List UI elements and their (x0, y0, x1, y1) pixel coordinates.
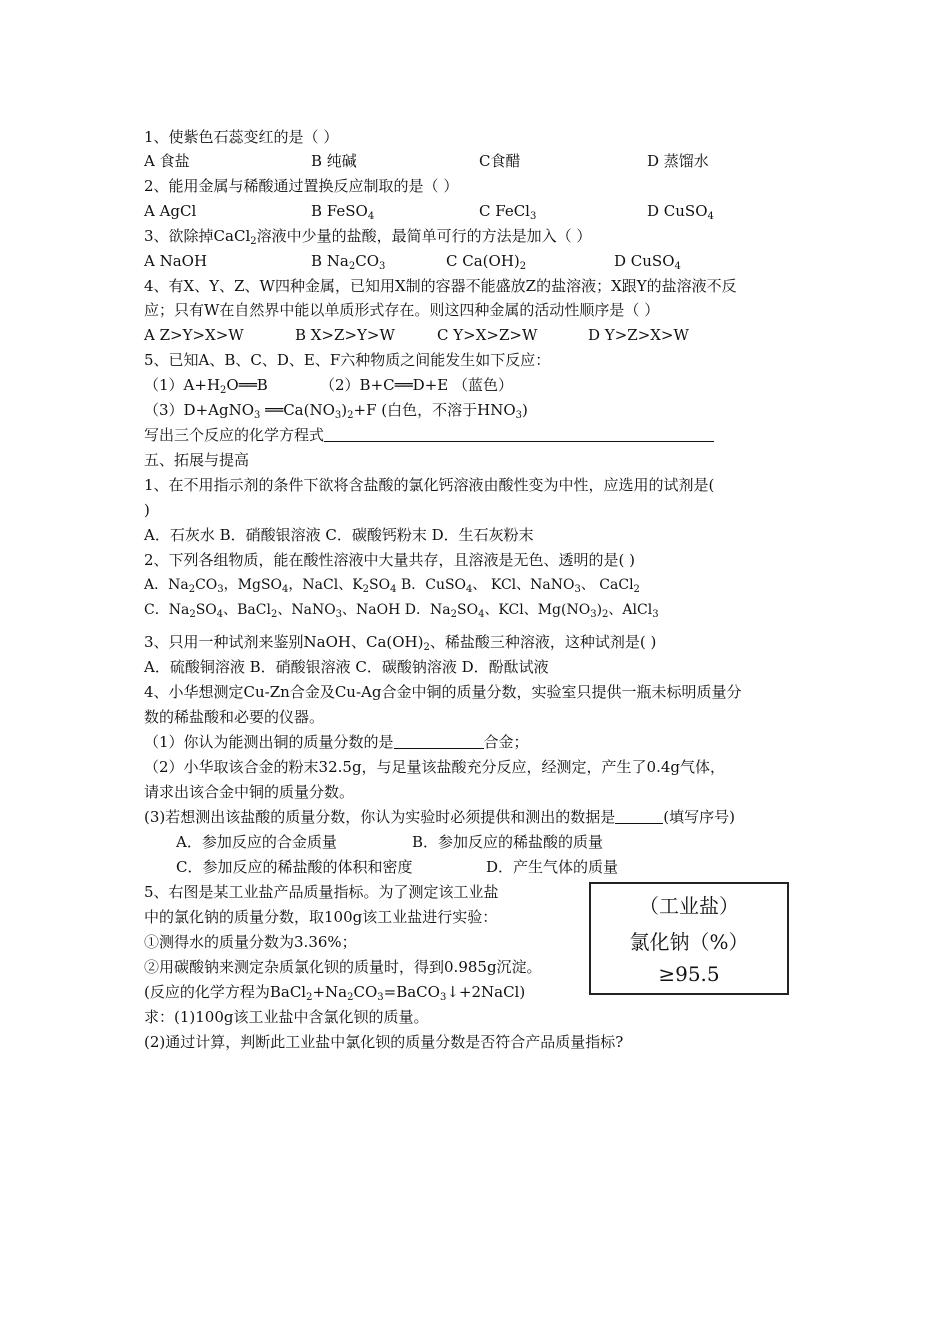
q1-option-b: B 纯碱 (311, 152, 357, 170)
e4-option-d: D．产生气体的质量 (486, 858, 619, 876)
q2-option-d: D CuSO$_4$ (647, 202, 714, 222)
q3-option-b: B $Na_2CO_3$ (311, 252, 386, 272)
e2-stem: 2、下列各组物质，能在酸性溶液中大量共存，且溶液是无色、透明的是( ) (144, 551, 636, 569)
spec-title: （工业盐） (639, 894, 739, 918)
q2-option-c: C FeCl$_3$ (479, 202, 537, 222)
q3-option-d: D CuSO$_4$ (614, 252, 681, 272)
q5-reaction-2: （2）B+C══D+E （蓝色） (320, 376, 513, 394)
q5-write-equations: 写出三个反应的化学方程式 (144, 425, 714, 445)
q2-option-a: A AgCl (144, 202, 197, 220)
e3-stem: 3、只用一种试剂来鉴别NaOH、$Ca(OH)_2$、稀盐酸三种溶液，这种试剂是( ) (144, 633, 657, 653)
sequence-blank[interactable] (615, 809, 663, 824)
q3-option-a: A NaOH (144, 252, 208, 270)
q2-stem: 2、能用金属与稀酸通过置换反应制取的是（ ） (144, 177, 459, 195)
q3-option-c: C $Ca(OH)_2$ (446, 252, 527, 272)
q5-reaction-1: $(1)A+H_2O══B$ (144, 376, 268, 396)
e4-option-c: C．参加反应的稀盐酸的体积和密度 (176, 858, 413, 876)
q1-stem: 1、使紫色石蕊变红的是（ ） (144, 128, 339, 146)
q3-stem: 3、欲除掉CaCl$_2$溶液中少量的盐酸，最简单可行的方法是加入（ ） (144, 227, 592, 247)
e4-line-1: 4、小华想测定Cu-Zn合金及Cu-Ag合金中铜的质量分数，实验室只提供一瓶未标明质量分 (144, 683, 742, 701)
q4-option-d: D Y>Z>X>W (588, 326, 689, 344)
e5-ask-1: 求：(1)100g该工业盐中含氯化钡的质量。 (144, 1008, 429, 1026)
q4-option-b: B X>Z>Y>W (295, 326, 395, 344)
e1-options: A．石灰水 B．硝酸银溶液 C．碳酸钙粉末 D．生石灰粉末 (144, 526, 534, 544)
q1-option-a: A 食盐 (144, 152, 190, 170)
q4-option-c: C Y>X>Z>W (437, 326, 538, 344)
q4-line-2: 应；只有W在自然界中能以单质形式存在。则这四种金属的活动性顺序是（ ） (144, 301, 660, 319)
section-title: 五、拓展与提高 (144, 451, 250, 469)
e4-option-b: B．参加反应的稀盐酸的质量 (412, 833, 604, 851)
q1-option-c: C食醋 (479, 152, 521, 170)
alloy-blank[interactable] (394, 734, 484, 749)
spec-value: ≥95.5 (658, 962, 720, 986)
e1-line-2: ) (144, 501, 150, 519)
e1-line-1: 1、在不用指示剂的条件下欲将含盐酸的氯化钙溶液由酸性变为中性，应选用的试剂是( (144, 476, 715, 494)
e2-options-row-1: A．$Na_2CO_3$，MgSO$_4$，NaCl、$K_2SO_4$ B．CuSO$_4$、 KCl、NaNO$_3$、 CaCl$_2$ (144, 577, 640, 595)
e4-option-a: A．参加反应的合金质量 (176, 833, 337, 851)
e4-part-1: （1）你认为能测出铜的质量分数的是 合金； (144, 733, 529, 751)
answer-blank[interactable] (324, 427, 714, 442)
e2-options-row-2: C．$Na_2SO_4$、BaCl$_2$、NaNO$_3$、NaOH D．$Na_2SO_4$、KCl、$Mg(NO_3)_2$、AlCl$_3$ (144, 602, 659, 620)
product-spec-box (589, 882, 789, 995)
e5-line-4: ②用碳酸钠来测定杂质氯化钡的质量时，得到0.985g沉淀。 (144, 958, 542, 976)
q4-line-1: 4、有X、Y、Z、W四种金属，已知用X制的容器不能盛放Z的盐溶液；X跟Y的盐溶液不反 (144, 277, 737, 295)
spec-name: 氯化钠（%） (629, 930, 749, 954)
e4-part-2-line-1: （2）小华取该合金的粉末32.5g，与足量该盐酸充分反应，经测定，产生了0.4g气体， (144, 758, 726, 776)
e5-line-2: 中的氯化钠的质量分数，取100g该工业盐进行实验： (144, 908, 498, 926)
e4-part-3: (3)若想测出该盐酸的质量分数，你认为实验时必须提供和测出的数据是 (填写序号) (144, 808, 735, 826)
e4-part-2-line-2: 请求出该合金中铜的质量分数。 (144, 783, 355, 801)
q5-reaction-3: （3）D+AgNO$_3$ $══Ca(NO_3)_2+F$ (白色，不溶于$HNO_3$) (144, 401, 528, 421)
e5-line-3: ①测得水的质量分数为3.36%； (144, 933, 357, 951)
q1-option-d: D 蒸馏水 (647, 152, 709, 170)
e5-line-1: 5、右图是某工业盐产品质量指标。为了测定该工业盐 (144, 883, 499, 901)
e4-line-2: 数的稀盐酸和必要的仪器。 (144, 708, 325, 726)
q5-stem: 5、已知A、B、C、D、E、F六种物质之间能发生如下反应： (144, 351, 551, 369)
e3-options: A．硫酸铜溶液 B．硝酸银溶液 C．碳酸钠溶液 D．酚酞试液 (144, 658, 549, 676)
q4-option-a: A Z>Y>X>W (144, 326, 244, 344)
e5-ask-2: (2)通过计算，判断此工业盐中氯化钡的质量分数是否符合产品质量指标? (144, 1033, 624, 1051)
e5-equation: (反应的化学方程为$BaCl_2+Na_2CO_3=BaCO_3↓+2NaCl$) (144, 983, 526, 1003)
q2-option-b: B FeSO$_4$ (311, 202, 375, 222)
